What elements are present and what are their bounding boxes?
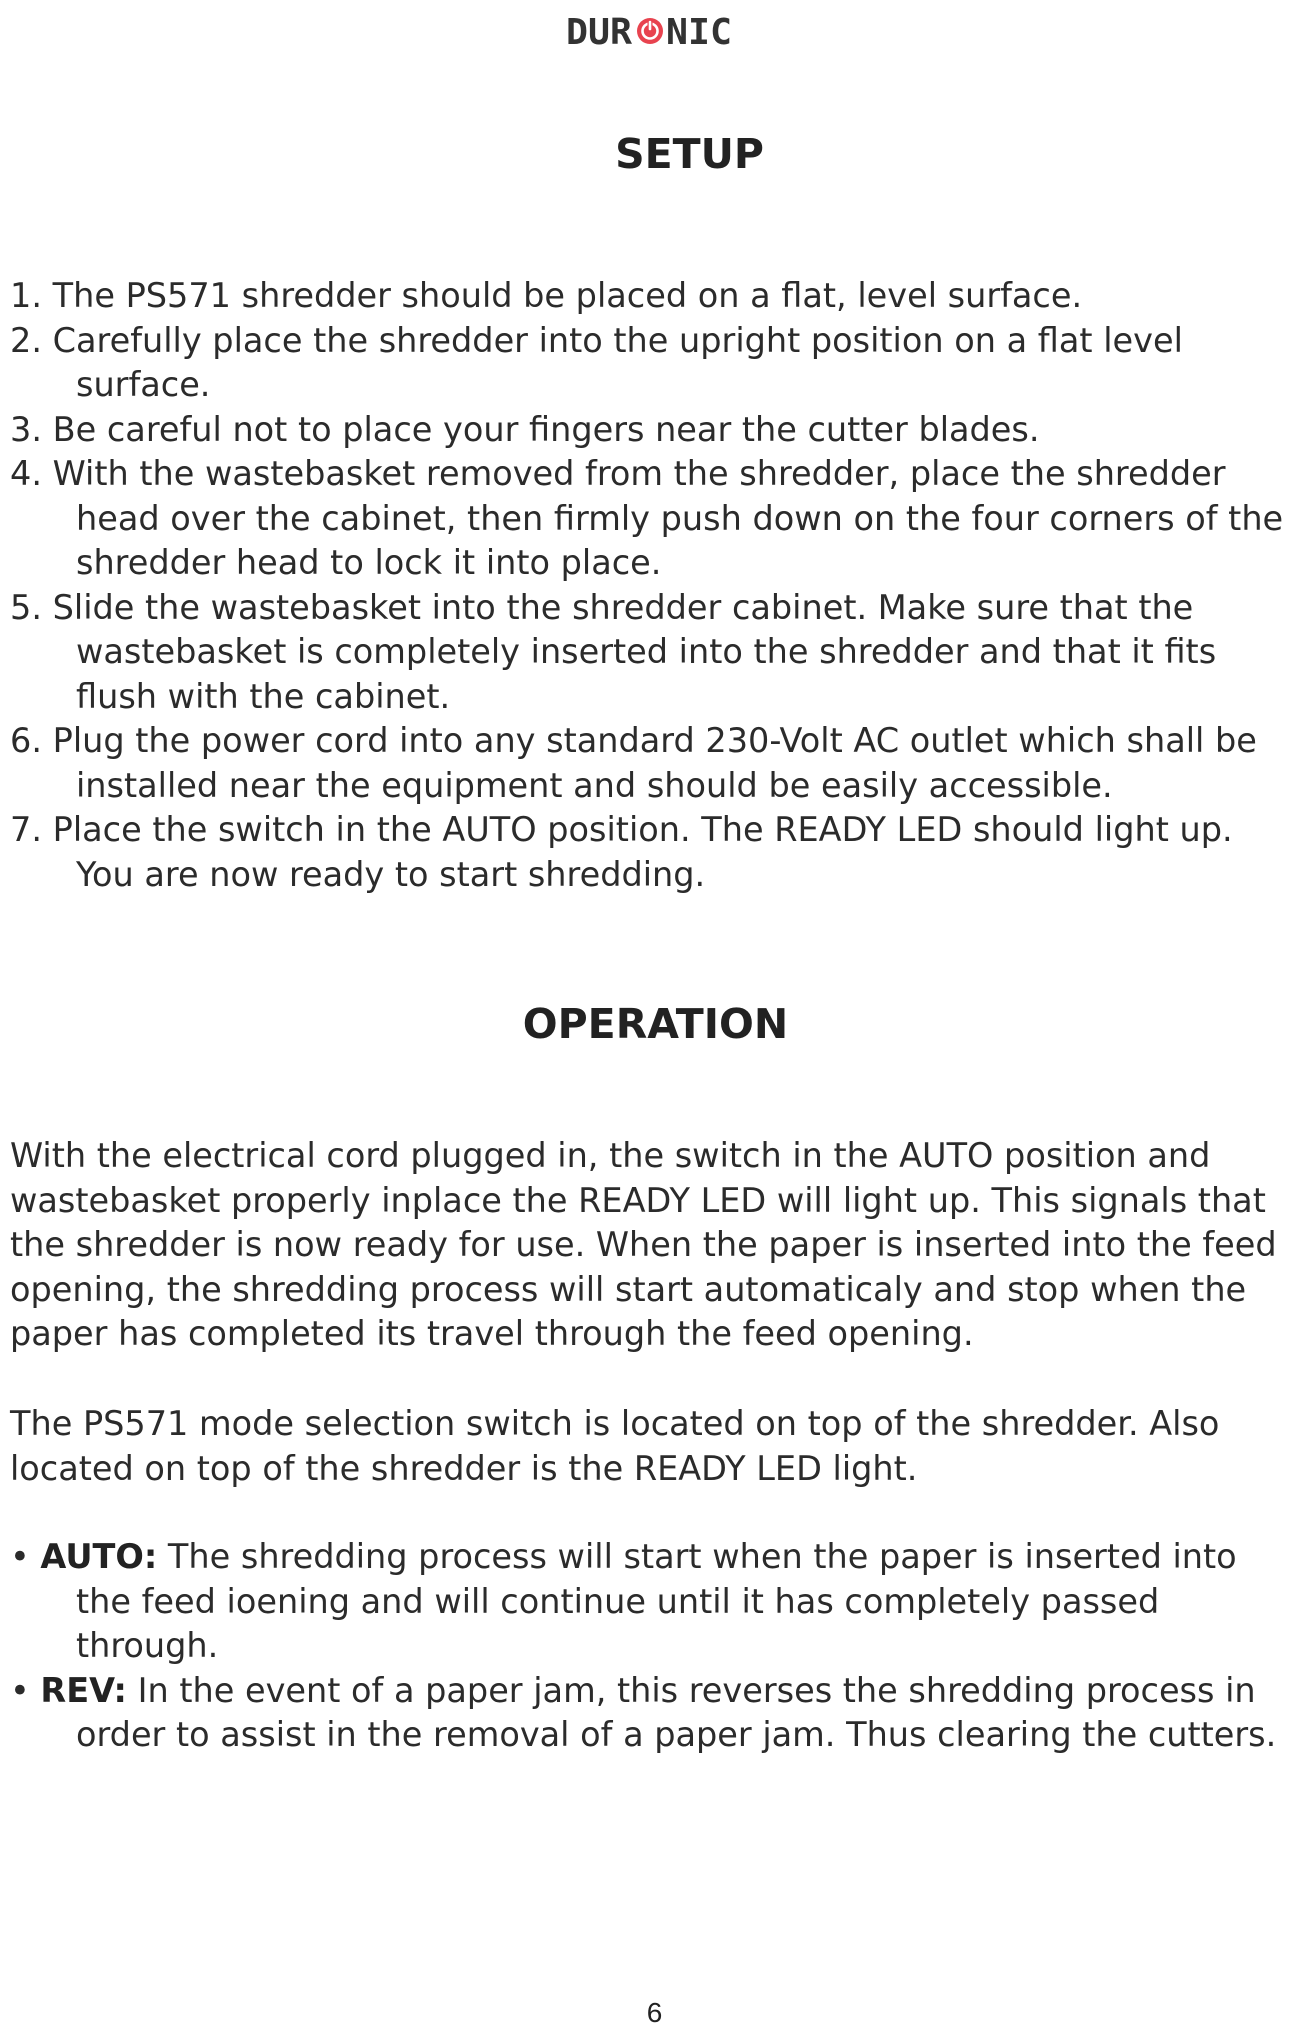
step-text: Be careful not to place your fingers near the cutter blades.	[52, 409, 1040, 449]
step-text: With the wastebasket removed from the shredder, place the shredder head over the cabinet, then firmly push down on the four corners of the shredder head to lock it into place.	[52, 454, 1284, 582]
mode-label: AUTO:	[40, 1537, 158, 1576]
setup-step	[10, 408, 1285, 453]
step-number: 3.	[10, 409, 42, 449]
mode-item-rev	[10, 1669, 1285, 1758]
step-text: Carefully place the shredder into the upright position on a flat level surface.	[52, 320, 1183, 404]
logo-suffix: NIC	[665, 12, 732, 52]
setup-step	[10, 586, 1285, 720]
mode-description: The shredding process will start when the paper is inserted into the feed ioening and will continue until it has completely passed through.	[76, 1537, 1237, 1665]
duronic-logo-mark	[560, 8, 740, 52]
step-number: 1.	[10, 276, 42, 315]
step-text: Slide the wastebasket into the shredder cabinet. Make sure that the wastebasket is completely inserted into the shredder and that it fits flush with the cabinet.	[52, 587, 1217, 716]
bullet: •	[10, 1537, 30, 1576]
step-text: Place the switch in the AUTO position. The READY LED should light up. You are now ready to start shredding.	[52, 810, 1233, 894]
mode-item-auto	[10, 1535, 1285, 1669]
setup-heading: SETUP	[615, 130, 764, 178]
logo-prefix: DUR	[565, 12, 632, 52]
setup-step	[10, 452, 1285, 586]
step-number: 4.	[10, 454, 42, 493]
step-number: 5.	[10, 587, 42, 627]
power-icon	[637, 18, 663, 44]
step-number: 7.	[10, 810, 42, 849]
setup-step	[10, 274, 1285, 319]
setup-step	[10, 808, 1285, 897]
mode-list	[10, 1535, 1285, 1758]
step-number: 6.	[10, 721, 42, 760]
mode-description: In the event of a paper jam, this reverses the shredding process in order to assist in the removal of a paper jam. Thus clearing the cutters.	[76, 1670, 1277, 1754]
setup-steps-list	[10, 274, 1285, 897]
step-text: The PS571 shredder should be placed on a flat, level surface.	[52, 276, 1083, 315]
duronic-logo	[0, 8, 1299, 58]
operation-paragraph-2: The PS571 mode selection switch is located on top of the shredder. Also located on top of the shredder is the READY LED light.	[10, 1404, 1220, 1488]
setup-step	[10, 719, 1285, 808]
step-text: Plug the power cord into any standard 230-Volt AC outlet which shall be installed near the equipment and should be easily accessible.	[52, 721, 1257, 805]
step-number: 2.	[10, 320, 42, 360]
operation-heading: OPERATION	[522, 1000, 789, 1048]
page-number: 6	[646, 1997, 663, 2028]
setup-step	[10, 319, 1285, 408]
mode-label: REV:	[40, 1670, 127, 1710]
operation-paragraph-1: With the electrical cord plugged in, the switch in the AUTO position and wastebasket properly inplace the READY LED will light up. This signals that the shredder is now ready for use. When the paper is inserted into the feed opening, the shredding process will start automaticaly and stop when the paper has completed its travel through the feed opening.	[10, 1136, 1277, 1353]
bullet: •	[10, 1670, 30, 1710]
